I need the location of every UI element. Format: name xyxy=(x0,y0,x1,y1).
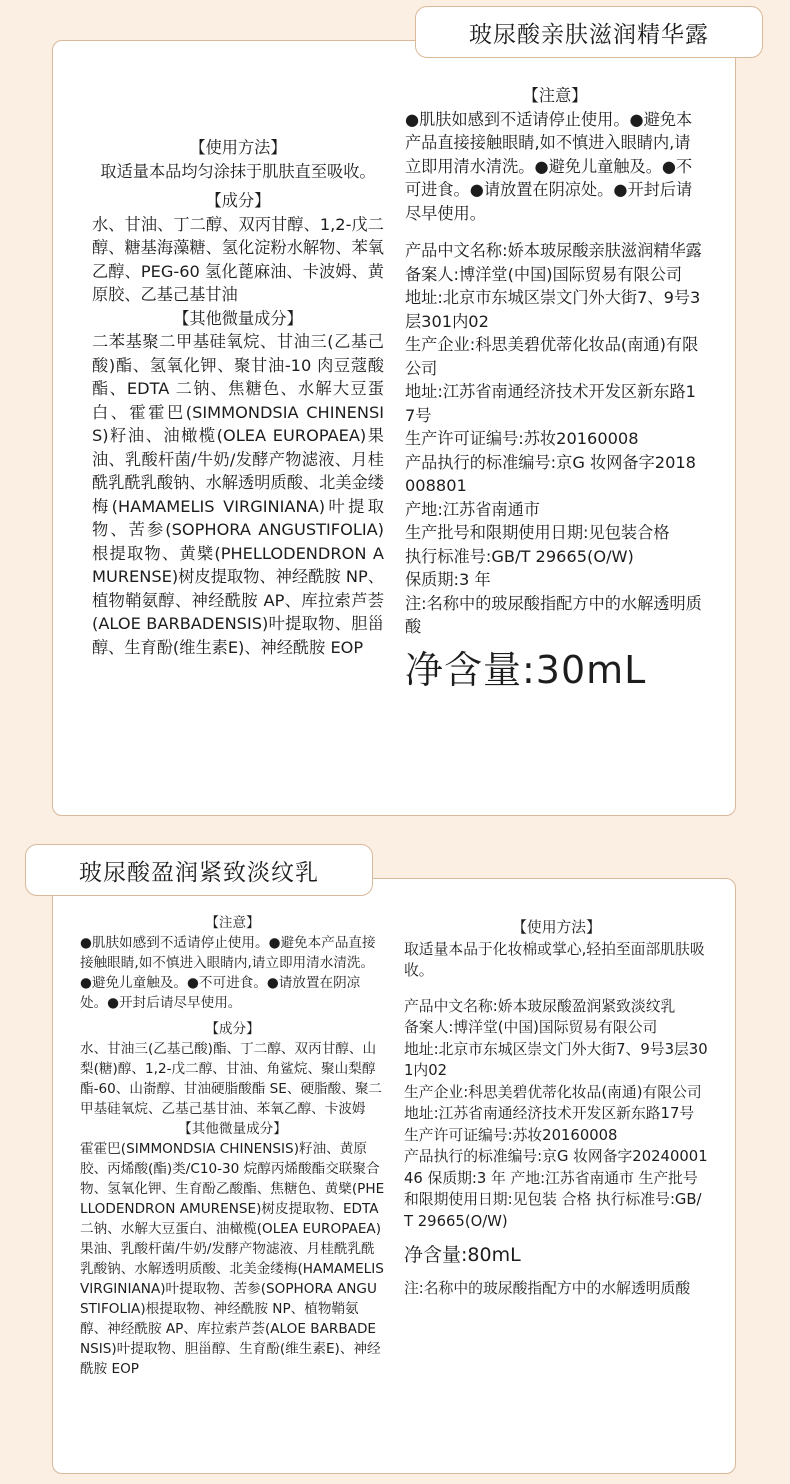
product1-info-line: 执行标准号:GB/T 29665(O/W) xyxy=(405,546,634,566)
product2-trace-text: 霍霍巴(SIMMONDSIA CHINENSIS)籽油、黄原胶、丙烯酸(酯)类/C10-30 烷醇丙烯酸酯交联聚合物、氢氧化钾、生育酚乙酸酯、焦糖色、黄檗(PHELLODENDRON AMURENSE)树皮提取物、EDTA 二钠、水解大豆蛋白、油橄榄(OLEA EUROPAEA)果油、乳酸杆菌/牛奶/发酵产物滤液、月桂酰乳酰乳酸钠、水解透明质酸、北美金缕梅(HAMAMELIS VIRGINIANA)叶提取物、苦参(SOPHORA ANGUSTIFOLIA)根提取物、神经酰胺 NP、植物鞘氨醇、神经酰胺 AP、库拉索芦荟(ALOE BARBADENSIS)叶提取物、胆甾醇、生育酚(维生素E)、神经酰胺 EOP xyxy=(80,1141,385,1377)
product2-title-tab xyxy=(25,844,373,896)
product2-title: 玻尿酸盈润紧致淡纹乳 xyxy=(79,859,319,886)
product2-net-content: 净含量:80mL xyxy=(404,1244,521,1266)
product2-info-line: 产品中文名称:娇本玻尿酸盈润紧致淡纹乳 xyxy=(404,997,676,1015)
product1-info-line: 产地:江苏省南通市 xyxy=(405,499,540,519)
product1-info-line: 备案人:博洋堂(中国)国际贸易有限公司 xyxy=(405,264,683,284)
product1-info-line: 地址:江苏省南通经济技术开发区新东路17号 xyxy=(405,382,696,425)
product2-right-column xyxy=(404,917,709,1300)
product1-trace-heading: 【其他微量成分】 xyxy=(173,308,303,328)
product2-usage-heading: 【使用方法】 xyxy=(512,919,601,936)
product1-ingredients-text: 水、甘油、丁二醇、双丙甘醇、1,2-戊二醇、糖基海藻糖、氢化淀粉水解物、苯氧乙醇、PEG-60 氢化蓖麻油、卡波姆、黄原胶、乙基己基甘油 xyxy=(92,214,384,304)
product1-info-line: 生产批号和限期使用日期:见包装合格 xyxy=(405,523,670,542)
product1-caution-text: ●肌肤如感到不适请停止使用。●避免本产品直接接触眼睛,如不慎进入眼睛内,请立即用清水清洗。●避免儿童触及。●不可进食。●请放置在阴凉处。●开封后请尽早使用。 xyxy=(405,109,693,223)
product2-ingredients-text: 水、甘油三(乙基己酸)酯、丁二醇、双丙甘醇、山梨(糖)醇、1,2-戊二醇、甘油、角鲨烷、聚山梨醇酯-60、山嵛醇、甘油硬脂酸酯 SE、硬脂酸、聚二甲基硅氧烷、乙基己基甘油、苯氧乙醇、卡波姆 xyxy=(80,1041,383,1117)
product1-info-line: 产品执行的标准编号:京G 妆网备字2018008801 xyxy=(405,452,696,495)
product2-usage-text: 取适量本品于化妆棉或掌心,轻拍至面部肌肤吸收。 xyxy=(404,940,705,979)
product1-caution-heading: 【注意】 xyxy=(522,86,588,105)
product1-right-column xyxy=(405,84,705,695)
product2-info-line: 生产企业:科思美碧优蒂化妆品(南通)有限公司 地址:江苏省南通经济技术开发区新东路17号 xyxy=(404,1083,702,1122)
product2-info-line: 备案人:博洋堂(中国)国际贸易有限公司 xyxy=(404,1019,658,1036)
product1-info-line: 注:名称中的玻尿酸指配方中的水解透明质酸 xyxy=(405,593,702,636)
product1-left-column xyxy=(92,136,384,659)
product2-caution-text: ●肌肤如感到不适请停止使用。●避免本产品直接接触眼睛,如不慎进入眼睛内,请立即用清水清洗。●避免儿童触及。●不可进食。●请放置在阴凉处。●开封后请尽早使用。 xyxy=(80,935,376,1011)
product1-title: 玻尿酸亲肤滋润精华露 xyxy=(469,21,709,48)
product1-info-line: 生产企业:科思美碧优蒂化妆品(南通)有限公司 xyxy=(405,335,699,378)
product2-info-line: 生产许可证编号:苏妆20160008 xyxy=(404,1126,618,1144)
product2-trace-heading: 【其他微量成分】 xyxy=(178,1121,287,1137)
product2-info-line: 产品执行的标准编号:京G 妆网备字2024000146 保质期:3 年 产地:江苏省南通市 生产批号和限期使用日期:见包装 合格 执行标准号:GB/T 29665(O/W) xyxy=(404,1148,708,1230)
product1-title-tab xyxy=(415,6,763,58)
product2-note: 注:名称中的玻尿酸指配方中的水解透明质酸 xyxy=(404,1280,691,1297)
product2-ingredients-heading: 【成分】 xyxy=(205,1021,260,1037)
product2-info-line: 地址:北京市东城区崇文门外大街7、9号3层301内02 xyxy=(404,1040,708,1079)
product1-usage-text: 取适量本品均匀涂抹于肌肤直至吸收。 xyxy=(100,161,376,181)
product1-info-line: 地址:北京市东城区崇文门外大街7、9号3层301内02 xyxy=(405,288,701,331)
product1-info-line: 生产许可证编号:苏妆20160008 xyxy=(405,429,639,448)
product2-left-column xyxy=(80,913,385,1379)
product1-info-line: 保质期:3 年 xyxy=(405,570,491,589)
product2-caution-heading: 【注意】 xyxy=(205,915,260,931)
product1-info-line: 产品中文名称:娇本玻尿酸亲肤滋润精华露 xyxy=(405,241,702,260)
product1-usage-heading: 【使用方法】 xyxy=(189,138,287,157)
product1-net-content: 净含量:30mL xyxy=(405,647,647,692)
product1-trace-text: 二苯基聚二甲基硅氧烷、甘油三(乙基己酸)酯、氢氧化钾、聚甘油-10 肉豆蔻酸酯、EDTA 二钠、焦糖色、水解大豆蛋白、霍霍巴(SIMMONDSIA CHINENSIS)籽油、油橄榄(OLEA EUROPAEA)果油、乳酸杆菌/牛奶/发酵产物滤液、月桂酰乳酰乳酸钠、水解透明质酸、北美金缕梅(HAMAMELIS VIRGINIANA)叶提取物、苦参(SOPHORA ANGUSTIFOLIA)根提取物、黄檗(PHELLODENDRON AMURENSE)树皮提取物、神经酰胺 NP、植物鞘氨醇、神经酰胺 AP、库拉索芦荟(ALOE BARBADENSIS)叶提取物、胆甾醇、生育酚(维生素E)、神经酰胺 EOP xyxy=(92,332,384,657)
product1-ingredients-heading: 【成分】 xyxy=(205,191,271,210)
